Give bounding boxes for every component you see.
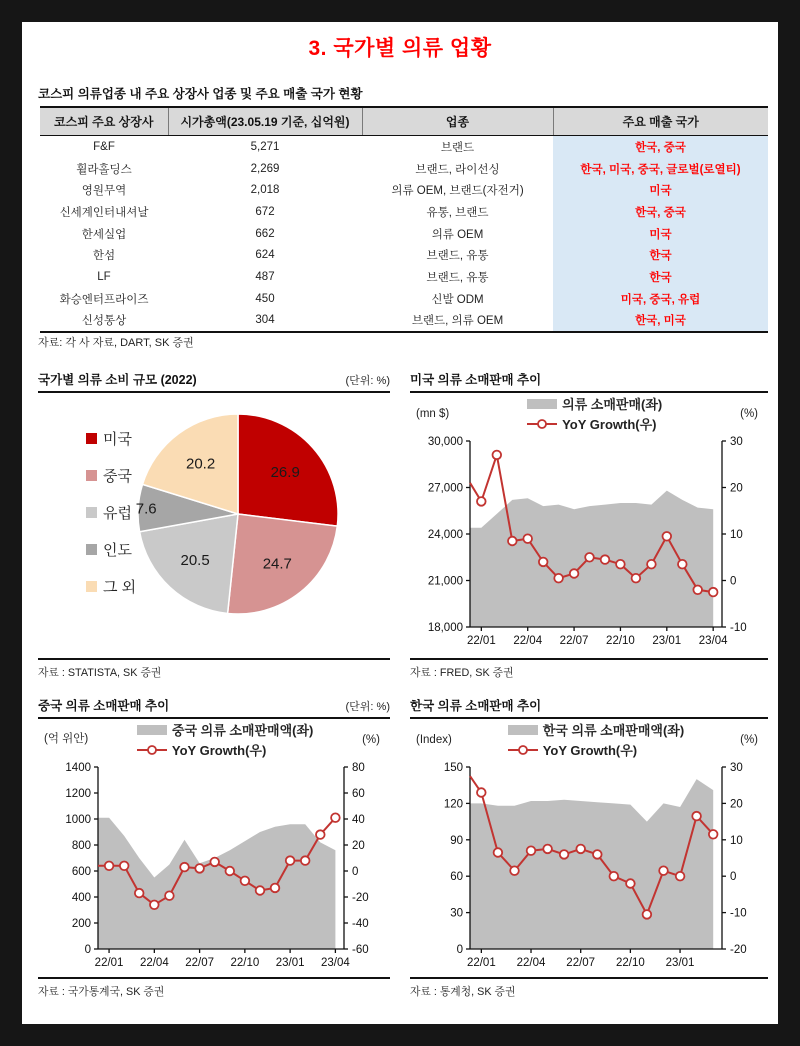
us-right-axis-unit: (%) <box>740 408 758 420</box>
table-header-cell: 주요 매출 국가 <box>553 107 768 136</box>
data-point-marker <box>120 862 129 871</box>
x-axis-tick-label: 22/07 <box>559 635 589 647</box>
korea-legend-line-label: YoY Growth(우) <box>542 743 638 758</box>
data-point-marker <box>301 856 310 865</box>
left-axis-tick-label: 1000 <box>65 814 91 826</box>
table-cell-country: 미국, 중국, 유럽 <box>553 288 768 310</box>
x-axis-tick-label: 22/04 <box>513 635 543 647</box>
table-cell-country: 미국 <box>553 223 768 245</box>
left-axis-tick-label: 30,000 <box>427 436 463 448</box>
data-point-marker <box>493 451 502 460</box>
table-cell: 브랜드, 유통 <box>426 271 489 284</box>
data-point-marker <box>195 864 204 873</box>
china-section-unit: (단위: %) <box>345 701 390 713</box>
pie-source: 자료 : STATISTA, SK 증권 <box>38 667 162 679</box>
left-axis-tick-label: 21,000 <box>427 575 463 588</box>
us-source: 자료 : FRED, SK 증권 <box>410 667 514 679</box>
section-china <box>38 696 390 1015</box>
pie-legend-label: 미국 <box>103 431 132 448</box>
us-legend-area-label: 의류 소매판매(좌) <box>562 397 663 412</box>
data-point-marker <box>331 813 340 822</box>
table-cell: 신발 ODM <box>431 293 484 306</box>
table-cell: 662 <box>255 227 275 240</box>
area-legend-swatch <box>527 399 557 409</box>
pie-legend-label: 중국 <box>103 468 132 485</box>
left-axis-tick-label: 400 <box>71 892 91 904</box>
x-axis-tick-label: 22/10 <box>230 957 260 969</box>
data-point-marker <box>554 574 563 583</box>
kospi-table <box>40 106 768 333</box>
data-point-marker <box>527 846 536 855</box>
table-caption: 코스피 의류업종 내 주요 상장사 업종 및 주요 매출 국가 현황 <box>38 87 363 101</box>
data-point-marker <box>210 858 219 867</box>
data-point-marker <box>316 830 325 839</box>
table-row <box>40 266 768 288</box>
china-source: 자료 : 국가통계국, SK 증권 <box>38 986 165 998</box>
data-point-marker <box>241 877 250 886</box>
table-cell: 브랜드, 라이선싱 <box>415 163 500 176</box>
pie-section-unit: (단위: %) <box>345 375 390 387</box>
data-point-marker <box>150 901 159 910</box>
x-axis-tick-label: 23/01 <box>275 957 305 969</box>
right-axis-tick-label: 80 <box>352 762 365 774</box>
area-legend-swatch <box>137 725 167 735</box>
area-legend-swatch <box>508 725 538 735</box>
table-cell: 영원무역 <box>81 185 127 198</box>
right-axis-tick-label: 20 <box>730 798 743 811</box>
table-cell: 신성통상 <box>40 310 168 333</box>
line-legend-swatch <box>508 745 538 755</box>
left-axis-tick-label: 0 <box>456 944 463 956</box>
section-korea <box>410 696 768 1015</box>
left-axis-tick-label: 0 <box>84 944 91 956</box>
data-point-marker <box>539 558 548 567</box>
right-axis-tick-label: 20 <box>730 482 743 495</box>
data-point-marker <box>632 574 641 583</box>
table-cell: 의류 OEM, 브랜드(자전거) <box>391 185 524 198</box>
table-row <box>40 223 768 245</box>
table-cell: 5,271 <box>250 140 280 153</box>
table-header-cell: 업종 <box>362 107 553 136</box>
right-axis-tick-label: 0 <box>730 575 737 588</box>
data-point-marker <box>643 910 652 919</box>
data-point-marker <box>286 856 295 865</box>
left-axis-tick-label: 24,000 <box>427 529 463 541</box>
data-point-marker <box>180 863 189 872</box>
data-point-marker <box>508 537 517 546</box>
legend-color-swatch <box>86 433 97 444</box>
table-row <box>40 179 768 201</box>
right-axis-tick-label: -60 <box>352 944 369 956</box>
table-cell: 브랜드, 의류 OEM <box>362 310 553 333</box>
china-chart-legend <box>137 720 313 759</box>
left-axis-tick-label: 60 <box>450 871 463 884</box>
x-axis-tick-label: 22/04 <box>516 957 546 969</box>
x-axis-tick-label: 22/07 <box>566 957 596 969</box>
china-retail-chart <box>38 759 390 977</box>
right-axis-tick-label: 0 <box>352 866 359 878</box>
pie-value-label: 20.2 <box>185 455 216 473</box>
left-axis-tick-label: 150 <box>443 762 463 774</box>
data-point-marker <box>560 850 569 859</box>
pie-value-label: 7.6 <box>135 500 157 518</box>
x-axis-tick-label: 22/01 <box>466 635 496 647</box>
korea-retail-chart <box>410 759 768 977</box>
table-cell: F&F <box>93 140 115 153</box>
data-point-marker <box>709 588 718 597</box>
data-point-marker <box>477 788 486 797</box>
table-cell: 624 <box>255 249 275 262</box>
data-point-marker <box>165 891 174 900</box>
data-point-marker <box>676 872 685 881</box>
pie-value-label: 26.9 <box>270 464 300 482</box>
table-cell-country: 한국, 중국 <box>553 201 768 223</box>
korea-chart-legend <box>508 720 684 759</box>
table-source: 자료: 각 사 자료, DART, SK 증권 <box>38 337 194 349</box>
pie-legend-label: 유럽 <box>103 505 132 522</box>
left-axis-tick-label: 1200 <box>65 788 91 800</box>
pie-legend-label: 인도 <box>103 542 132 559</box>
x-axis-tick-label: 22/04 <box>139 957 169 969</box>
korea-right-axis-unit: (%) <box>740 734 758 746</box>
line-legend-swatch <box>527 419 557 429</box>
left-axis-tick-label: 27,000 <box>427 482 463 495</box>
right-axis-tick-label: 40 <box>352 814 365 826</box>
data-point-marker <box>693 586 702 595</box>
right-axis-tick-label: -20 <box>352 892 369 904</box>
korea-source: 자료 : 통계청, SK 증권 <box>410 986 516 998</box>
table-cell: 2,018 <box>250 184 280 197</box>
x-axis-tick-label: 22/10 <box>615 957 645 969</box>
pie-section-title: 국가별 의류 소비 규모 (2022) <box>38 373 197 387</box>
x-axis-tick-label: 23/01 <box>665 957 695 969</box>
line-legend-swatch <box>137 745 167 755</box>
right-axis-tick-label: -40 <box>352 918 369 930</box>
data-point-marker <box>626 879 635 888</box>
table-cell: 450 <box>255 292 275 305</box>
table-cell: 브랜드, 유통 <box>426 250 489 263</box>
pie-value-label: 20.5 <box>180 552 210 570</box>
table-cell: 304 <box>168 310 362 333</box>
data-point-marker <box>271 884 280 893</box>
left-axis-tick-label: 90 <box>450 834 463 847</box>
table-cell: 672 <box>255 205 275 218</box>
table-cell: LF <box>97 270 111 283</box>
x-axis-tick-label: 23/01 <box>652 635 682 647</box>
table-cell: 한세실업 <box>81 228 127 241</box>
data-point-marker <box>105 862 114 871</box>
china-section-title: 중국 의류 소매판매 추이 <box>38 699 170 713</box>
left-axis-tick-label: 200 <box>71 918 91 930</box>
table-row <box>40 158 768 180</box>
legend-color-swatch <box>86 544 97 555</box>
korea-legend-area-label: 한국 의류 소매판매액(좌) <box>542 723 685 738</box>
right-axis-tick-label: 20 <box>352 840 365 852</box>
data-point-marker <box>616 560 625 569</box>
data-point-marker <box>659 866 668 875</box>
charts-grid <box>38 370 768 1015</box>
legend-color-swatch <box>86 581 97 592</box>
us-legend-line-label: YoY Growth(우) <box>562 417 657 432</box>
left-axis-tick-label: 18,000 <box>427 622 463 634</box>
china-left-axis-unit: (억 위안) <box>44 733 89 745</box>
table-cell-country: 한국, 미국, 중국, 글로벌(로열티) <box>553 158 768 180</box>
pie-legend-label: 그 외 <box>103 579 137 596</box>
x-axis-tick-label: 22/07 <box>185 957 214 969</box>
pie-legend <box>38 393 137 612</box>
table-row <box>40 288 768 310</box>
table-cell-country: 한국, 미국 <box>553 310 768 333</box>
left-axis-tick-label: 1400 <box>65 762 91 774</box>
table-cell: 브랜드 <box>440 141 475 154</box>
table-cell: 487 <box>255 270 275 283</box>
us-section-title: 미국 의류 소매판매 추이 <box>410 373 542 387</box>
data-point-marker <box>585 553 594 562</box>
right-axis-tick-label: 60 <box>352 788 365 800</box>
left-axis-tick-label: 600 <box>71 866 91 878</box>
table-cell-country: 미국 <box>553 179 768 201</box>
data-point-marker <box>601 555 610 564</box>
table-cell-country: 한국 <box>553 244 768 266</box>
pie-legend-item <box>86 464 134 487</box>
retail-area-series <box>470 779 713 949</box>
pie-legend-item <box>86 575 137 598</box>
data-point-marker <box>226 867 235 876</box>
report-page <box>22 22 778 1024</box>
data-point-marker <box>692 812 701 821</box>
right-axis-tick-label: 30 <box>730 436 743 448</box>
table-row <box>40 310 768 333</box>
right-axis-tick-label: -20 <box>730 944 747 956</box>
data-point-marker <box>523 534 532 543</box>
us-chart-legend <box>527 394 662 433</box>
left-axis-tick-label: 120 <box>443 798 463 811</box>
right-axis-tick-label: -10 <box>730 622 747 634</box>
korea-section-title: 한국 의류 소매판매 추이 <box>410 699 542 713</box>
data-point-marker <box>678 560 687 569</box>
us-left-axis-unit: (mn $) <box>416 408 450 420</box>
pie-legend-item <box>86 501 134 524</box>
data-point-marker <box>709 830 718 839</box>
pie-legend-item <box>86 538 134 561</box>
x-axis-tick-label: 23/04 <box>320 957 350 969</box>
right-axis-tick-label: 10 <box>730 529 743 541</box>
section-us <box>410 370 768 696</box>
data-point-marker <box>663 532 672 541</box>
x-axis-tick-label: 23/04 <box>698 635 728 647</box>
china-right-axis-unit: (%) <box>362 734 380 746</box>
data-point-marker <box>510 866 519 875</box>
data-point-marker <box>647 560 656 569</box>
china-legend-area-label: 중국 의류 소매판매액(좌) <box>171 723 314 738</box>
section-pie <box>38 370 390 696</box>
data-point-marker <box>610 872 619 881</box>
data-point-marker <box>135 889 144 898</box>
table-cell: 2,269 <box>250 162 280 175</box>
data-point-marker <box>593 850 602 859</box>
kospi-table-header <box>40 107 768 136</box>
pie-value-label: 24.7 <box>262 555 292 573</box>
left-axis-tick-label: 30 <box>450 907 463 920</box>
table-cell: 의류 OEM <box>431 228 484 241</box>
table-header-cell: 코스피 주요 상장사 <box>40 107 168 136</box>
right-axis-tick-label: 30 <box>730 762 743 774</box>
legend-color-swatch <box>86 507 97 518</box>
china-legend-line-label: YoY Growth(우) <box>171 743 267 758</box>
pie-legend-item <box>86 427 134 450</box>
data-point-marker <box>256 886 265 895</box>
data-point-marker <box>543 845 552 854</box>
legend-color-swatch <box>86 470 97 481</box>
us-retail-chart <box>410 433 768 655</box>
page-title: 3. 국가별 의류 업황 <box>308 37 492 60</box>
x-axis-tick-label: 22/01 <box>94 957 124 969</box>
table-cell: 휠라홀딩스 <box>76 163 132 176</box>
right-axis-tick-label: -10 <box>730 907 747 920</box>
table-row <box>40 244 768 266</box>
table-cell: 신세계인터내셔날 <box>59 206 149 219</box>
table-row <box>40 201 768 223</box>
table-cell: 유통, 브랜드 <box>426 206 489 219</box>
table-cell: 한섬 <box>92 250 116 263</box>
right-axis-tick-label: 10 <box>730 834 743 847</box>
pie-chart <box>134 402 384 637</box>
data-point-marker <box>576 845 585 854</box>
x-axis-tick-label: 22/01 <box>466 957 496 969</box>
table-cell-country: 한국 <box>553 266 768 288</box>
data-point-marker <box>494 848 503 857</box>
table-cell-country: 한국, 중국 <box>553 136 768 158</box>
korea-left-axis-unit: (Index) <box>416 734 452 746</box>
table-row <box>40 136 768 158</box>
data-point-marker <box>570 569 579 578</box>
table-cell: 화승엔터프라이즈 <box>59 293 149 306</box>
table-header-cell: 시가총액(23.05.19 기준, 십억원) <box>168 107 362 136</box>
data-point-marker <box>477 497 486 506</box>
x-axis-tick-label: 22/10 <box>606 635 635 647</box>
right-axis-tick-label: 0 <box>730 871 737 884</box>
left-axis-tick-label: 800 <box>71 840 91 852</box>
